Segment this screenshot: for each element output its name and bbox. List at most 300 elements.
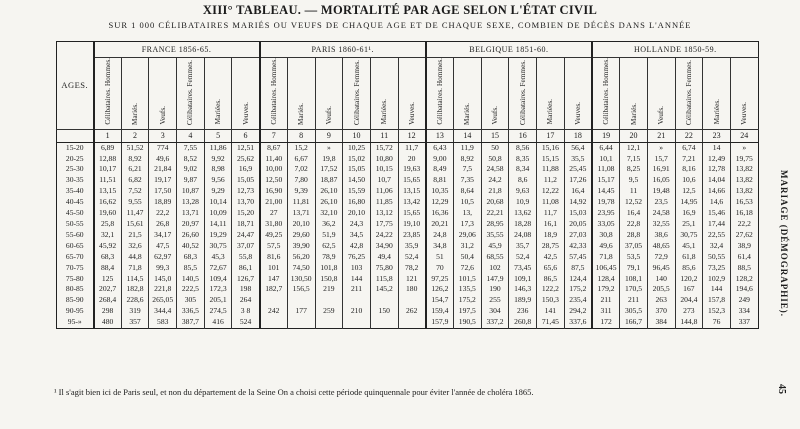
- table-row: [57, 208, 759, 219]
- table-cell: 15,16: [537, 142, 565, 153]
- column-header-label: Veuves.: [572, 101, 582, 125]
- table-cell: 524: [232, 317, 260, 328]
- table-cell: 228,6: [121, 295, 149, 306]
- table-cell: 13,82: [730, 186, 758, 197]
- table-cell: 37,05: [620, 241, 648, 252]
- age-range: 65-70: [65, 251, 84, 261]
- table-cell: 16,9: [675, 208, 703, 219]
- table-cell: 16,90: [260, 186, 288, 197]
- table-cell: 106,45: [592, 263, 620, 274]
- table-cell: 23,85: [398, 230, 426, 241]
- table-cell: 6,82: [121, 175, 149, 186]
- table-cell: 263: [647, 295, 675, 306]
- table-cell: 52,4: [509, 252, 537, 263]
- table-cell: 10,35: [426, 186, 454, 197]
- table-cell: 45,9: [481, 241, 509, 252]
- column-header-label: Mariées.: [379, 99, 389, 125]
- table-cell: 219: [315, 284, 343, 295]
- table-cell: 16,05: [647, 175, 675, 186]
- table-cell: 7,5: [453, 164, 481, 175]
- column-header-label: Célibataires. Hommes.: [601, 58, 611, 125]
- table-cell: 12,78: [703, 164, 731, 175]
- table-cell: 17,75: [370, 219, 398, 230]
- table-cell: 19,8: [315, 154, 343, 165]
- table-cell: 10,80: [370, 154, 398, 165]
- table-cell: 259: [315, 306, 343, 317]
- table-cell: 121: [398, 274, 426, 285]
- column-number: 3: [149, 129, 177, 142]
- table-row: [57, 295, 759, 306]
- column-number: 10: [343, 129, 371, 142]
- table-cell: 144: [343, 274, 371, 285]
- age-range: 45-50: [65, 208, 84, 218]
- table-cell: 17,44: [703, 219, 731, 230]
- table-cell: 167: [675, 284, 703, 295]
- table-row: [57, 284, 759, 295]
- table-cell: 101,5: [453, 274, 481, 285]
- table-cell: 8,16: [675, 164, 703, 175]
- table-cell: 305: [177, 295, 205, 306]
- table-cell: 33,05: [592, 219, 620, 230]
- table-cell: 76,25: [343, 252, 371, 263]
- age-range: 55-60: [65, 229, 84, 239]
- column-header-label: Mariées.: [711, 99, 721, 125]
- table-cell: 9,63: [509, 186, 537, 197]
- table-cell: 222,5: [177, 284, 205, 295]
- table-row: [57, 263, 759, 274]
- table-cell: 9,29: [204, 186, 232, 197]
- table-cell: 262: [398, 306, 426, 317]
- table-cell: 22,55: [703, 230, 731, 241]
- table-cell: [315, 295, 343, 306]
- table-cell: 9,56: [204, 175, 232, 186]
- table-cell: 18,71: [232, 219, 260, 230]
- table-cell: 32,6: [121, 241, 149, 252]
- table-cell: 337: [730, 317, 758, 328]
- column-header-label: Célibataires. Hommes.: [268, 58, 278, 125]
- table-cell: 14,92: [564, 197, 592, 208]
- table-cell: 56,20: [287, 252, 315, 263]
- table-cell: 144: [703, 284, 731, 295]
- table-cell: 198: [232, 284, 260, 295]
- table-cell: 16,18: [730, 208, 758, 219]
- table-cell: 25,62: [232, 154, 260, 165]
- column-header: [592, 58, 620, 130]
- table-cell: 14: [703, 142, 731, 153]
- table-cell: 20: [398, 154, 426, 165]
- column-header-label: Célibataires. Femmes.: [351, 59, 361, 125]
- table-cell: 11,86: [204, 142, 232, 153]
- column-header-label: Mariées.: [545, 99, 555, 125]
- column-header-label: Mariés.: [296, 102, 306, 125]
- table-cell: 180: [398, 284, 426, 295]
- table-cell: 211: [620, 295, 648, 306]
- age-range: 80-85: [65, 284, 84, 294]
- table-cell: 73,45: [509, 263, 537, 274]
- column-number: 4: [177, 129, 205, 142]
- column-header-label: Veufs.: [323, 106, 333, 125]
- table-cell: 32,4: [703, 241, 731, 252]
- table-cell: [260, 295, 288, 306]
- country-header-belgique: BELGIQUE 1851-60.: [426, 42, 592, 58]
- table-cell: 8,64: [453, 186, 481, 197]
- table-row: [57, 219, 759, 230]
- table-cell: 205,5: [647, 284, 675, 295]
- table-subtitle: SUR 1 000 CÉLIBATAIRES MARIÉS OU VEUFS DE CHAQUE AGE ET DE CHAQUE SEXE, COMBIEN DE DÉCÈS DANS L'ANNÉE: [108, 20, 692, 30]
- table-cell: 357: [121, 317, 149, 328]
- table-cell: 8,92: [453, 154, 481, 165]
- column-header: [509, 58, 537, 130]
- table-row: [57, 230, 759, 241]
- table-cell: 101: [260, 263, 288, 274]
- table-cell: 15,05: [343, 164, 371, 175]
- table-cell: 97,25: [426, 274, 454, 285]
- table-cell: 141: [537, 306, 565, 317]
- country-header-paris: PARIS 1860-61¹.: [260, 42, 426, 58]
- table-cell: 102: [481, 263, 509, 274]
- table-cell: 204,4: [675, 295, 703, 306]
- table-cell: 147,9: [481, 274, 509, 285]
- table-cell: [260, 317, 288, 328]
- table-cell: 14,50: [343, 175, 371, 186]
- table-cell: 20,21: [426, 219, 454, 230]
- table-cell: 20,97: [177, 219, 205, 230]
- column-number: 18: [564, 129, 592, 142]
- table-cell: 15,03: [564, 208, 592, 219]
- column-number: 16: [509, 129, 537, 142]
- table-row: [57, 252, 759, 263]
- table-cell: 154,7: [426, 295, 454, 306]
- table-cell: 10,25: [343, 142, 371, 153]
- table-cell: 71,8: [592, 252, 620, 263]
- table-cell: 53,5: [620, 252, 648, 263]
- table-cell: 140,5: [177, 274, 205, 285]
- table-cell: »: [315, 142, 343, 153]
- table-cell: 19,48: [647, 186, 675, 197]
- table-cell: 294,2: [564, 306, 592, 317]
- table-cell: 260,8: [509, 317, 537, 328]
- sidebar-running-head: MARIAGE (DÉMOGRAPHIE).: [779, 170, 789, 317]
- table-cell: 32,1: [94, 230, 122, 241]
- table-cell: 177: [287, 306, 315, 317]
- table-cell: 144,8: [675, 317, 703, 328]
- table-cell: 190: [481, 284, 509, 295]
- table-cell: 211: [592, 295, 620, 306]
- column-header-label: Mariées.: [213, 99, 223, 125]
- column-number: 24: [730, 129, 758, 142]
- age-range: 60-65: [65, 240, 84, 250]
- table-cell: 13,12: [370, 208, 398, 219]
- column-header: [730, 58, 758, 130]
- table-cell: 42,5: [537, 252, 565, 263]
- table-cell: 197,5: [453, 306, 481, 317]
- table-cell: 78,2: [398, 263, 426, 274]
- table-cell: 15,59: [343, 186, 371, 197]
- table-cell: 334: [730, 306, 758, 317]
- table-cell: 17,50: [149, 186, 177, 197]
- table-cell: 21,84: [149, 164, 177, 175]
- table-cell: 8,34: [509, 164, 537, 175]
- table-cell: 20,10: [287, 219, 315, 230]
- table-cell: 87,5: [564, 263, 592, 274]
- table-cell: 9,5: [620, 175, 648, 186]
- table-cell: 12,22: [537, 186, 565, 197]
- age-range: 20-25: [65, 153, 84, 163]
- table-cell: 50,8: [481, 154, 509, 165]
- table-cell: 12,73: [232, 186, 260, 197]
- table-cell: 24,47: [232, 230, 260, 241]
- table-cell: 25,8: [94, 219, 122, 230]
- table-cell: 126,2: [426, 284, 454, 295]
- table-cell: 9,02: [177, 164, 205, 175]
- column-header-label: Célibataires. Hommes.: [434, 58, 444, 125]
- column-number: 19: [592, 129, 620, 142]
- table-cell: 268,4: [94, 295, 122, 306]
- table-cell: 387,7: [177, 317, 205, 328]
- column-number: 6: [232, 129, 260, 142]
- table-cell: 57,5: [260, 241, 288, 252]
- column-header: [287, 58, 315, 130]
- table-cell: 3 8: [232, 306, 260, 317]
- table-cell: 221,8: [149, 284, 177, 295]
- table-cell: 8,92: [121, 154, 149, 165]
- table-cell: 99,3: [149, 263, 177, 274]
- mortality-table: [56, 41, 759, 329]
- column-number: 13: [426, 129, 454, 142]
- table-cell: 22,2: [730, 219, 758, 230]
- table-cell: 8,56: [509, 142, 537, 153]
- table-cell: 6,89: [94, 142, 122, 153]
- table-cell: 71,8: [121, 263, 149, 274]
- table-cell: 28,95: [481, 219, 509, 230]
- table-cell: 157,8: [703, 295, 731, 306]
- table-cell: 62,97: [149, 252, 177, 263]
- column-number: 7: [260, 129, 288, 142]
- table-cell: 56,4: [564, 142, 592, 153]
- age-range: 30-35: [65, 175, 84, 185]
- table-cell: 23,5: [647, 197, 675, 208]
- table-cell: 182,8: [121, 284, 149, 295]
- table-cell: 68,55: [481, 252, 509, 263]
- table-cell: 44,8: [121, 252, 149, 263]
- country-header-france: FRANCE 1856-65.: [94, 42, 260, 58]
- table-cell: 88,4: [94, 263, 122, 274]
- table-cell: 61,4: [730, 252, 758, 263]
- table-cell: 10,00: [260, 164, 288, 175]
- table-cell: 68,3: [94, 252, 122, 263]
- table-cell: 16,9: [232, 164, 260, 175]
- table-cell: 11,40: [260, 154, 288, 165]
- table-cell: 305,5: [620, 306, 648, 317]
- table-cell: 48,65: [647, 241, 675, 252]
- table-cell: 18,28: [509, 219, 537, 230]
- table-cell: 16,80: [343, 197, 371, 208]
- table-cell: 10,9: [509, 197, 537, 208]
- table-cell: 12,29: [426, 197, 454, 208]
- table-row: [57, 175, 759, 186]
- table-row: [57, 274, 759, 285]
- table-cell: 27,62: [730, 230, 758, 241]
- table-cell: [287, 295, 315, 306]
- table-row: [57, 241, 759, 252]
- table-cell: 128,2: [730, 274, 758, 285]
- table-cell: 211: [343, 284, 371, 295]
- table-cell: 774: [149, 142, 177, 153]
- table-cell: 147: [260, 274, 288, 285]
- table-cell: 24,58: [647, 208, 675, 219]
- table-cell: 30,75: [204, 241, 232, 252]
- column-number: 8: [287, 129, 315, 142]
- table-cell: 7,52: [121, 186, 149, 197]
- table-cell: 50: [481, 142, 509, 153]
- table-cell: 19,17: [149, 175, 177, 186]
- table-cell: 38,9: [730, 241, 758, 252]
- table-cell: 81,6: [260, 252, 288, 263]
- table-cell: 6,43: [426, 142, 454, 153]
- table-cell: 14,04: [703, 175, 731, 186]
- table-cell: 166,7: [620, 317, 648, 328]
- age-range: 75-80: [65, 273, 84, 283]
- table-cell: 26,10: [315, 197, 343, 208]
- table-cell: 344,4: [149, 306, 177, 317]
- table-cell: 115,8: [370, 274, 398, 285]
- table-row: [57, 306, 759, 317]
- table-cell: [343, 317, 371, 328]
- table-cell: 17,26: [564, 175, 592, 186]
- table-cell: 12,88: [94, 154, 122, 165]
- table-cell: 8,98: [204, 164, 232, 175]
- table-cell: 10,09: [204, 208, 232, 219]
- column-number: 17: [537, 129, 565, 142]
- table-cell: 273: [675, 306, 703, 317]
- table-cell: 7,21: [675, 154, 703, 165]
- table-cell: 78,9: [315, 252, 343, 263]
- table-cell: 15,72: [370, 142, 398, 153]
- table-cell: 12,50: [260, 175, 288, 186]
- table-cell: 10,14: [204, 197, 232, 208]
- page-number: 45: [776, 384, 787, 394]
- table-cell: 22,2: [149, 208, 177, 219]
- table-cell: 120,2: [675, 274, 703, 285]
- age-range: 15-20: [65, 142, 84, 152]
- table-cell: 35,7: [509, 241, 537, 252]
- column-header-label: Célibataires. Femmes.: [683, 59, 693, 125]
- table-cell: 235,4: [564, 295, 592, 306]
- column-header: [537, 58, 565, 130]
- table-cell: 157,9: [426, 317, 454, 328]
- table-cell: 311: [592, 306, 620, 317]
- age-range: 35-40: [65, 186, 84, 196]
- column-header-label: Mariés.: [462, 102, 472, 125]
- table-cell: 8,81: [426, 175, 454, 186]
- table-cell: 20,05: [564, 219, 592, 230]
- column-header: [177, 58, 205, 130]
- table-cell: 583: [149, 317, 177, 328]
- table-cell: 72,67: [204, 263, 232, 274]
- table-cell: 319: [121, 306, 149, 317]
- age-range: 85-90: [65, 295, 84, 305]
- table-cell: 182,7: [260, 284, 288, 295]
- table-cell: 19,60: [94, 208, 122, 219]
- table-cell: 24,22: [370, 230, 398, 241]
- table-cell: 13,15: [94, 186, 122, 197]
- table-cell: 108,1: [620, 274, 648, 285]
- table-cell: 15,20: [232, 208, 260, 219]
- table-cell: 17,3: [453, 219, 481, 230]
- table-cell: 7,55: [177, 142, 205, 153]
- table-cell: 16,36: [426, 208, 454, 219]
- table-cell: 9,39: [287, 186, 315, 197]
- table-cell: [370, 317, 398, 328]
- table-cell: 34,90: [370, 241, 398, 252]
- column-header-label: Veufs.: [157, 106, 167, 125]
- table-cell: 24,58: [481, 164, 509, 175]
- table-cell: 45,3: [204, 252, 232, 263]
- table-cell: 179,2: [592, 284, 620, 295]
- column-number: 5: [204, 129, 232, 142]
- column-header: [703, 58, 731, 130]
- table-cell: 274,5: [204, 306, 232, 317]
- table-cell: 15,7: [647, 154, 675, 165]
- table-cell: 49,6: [592, 241, 620, 252]
- table-cell: 146,3: [509, 284, 537, 295]
- table-cell: 109,1: [509, 274, 537, 285]
- table-cell: 13,62: [509, 208, 537, 219]
- table-cell: 210: [343, 306, 371, 317]
- table-cell: 10,15: [370, 164, 398, 175]
- column-header-label: Mariés.: [628, 102, 638, 125]
- table-cell: 24,08: [509, 230, 537, 241]
- table-cell: 19,63: [398, 164, 426, 175]
- table-cell: 86,1: [232, 263, 260, 274]
- column-header: [426, 58, 454, 130]
- table-row: [57, 317, 759, 328]
- table-cell: 14,45: [592, 186, 620, 197]
- table-cell: 130,50: [287, 274, 315, 285]
- table-cell: 159,4: [426, 306, 454, 317]
- table-cell: 16,4: [564, 186, 592, 197]
- table-cell: 11,7: [398, 142, 426, 153]
- table-cell: »: [730, 142, 758, 153]
- table-cell: 416: [204, 317, 232, 328]
- table-cell: 72,9: [647, 252, 675, 263]
- column-header: [453, 58, 481, 130]
- table-cell: 298: [94, 306, 122, 317]
- table-cell: 37,07: [232, 241, 260, 252]
- table-cell: 170,5: [620, 284, 648, 295]
- table-cell: 51: [426, 252, 454, 263]
- table-cell: 6,21: [121, 164, 149, 175]
- table-cell: 14,11: [204, 219, 232, 230]
- table-cell: 7,02: [287, 164, 315, 175]
- table-row: [57, 197, 759, 208]
- column-number: 11: [370, 129, 398, 142]
- table-cell: 14,6: [703, 197, 731, 208]
- table-cell: 6,74: [675, 142, 703, 153]
- table-cell: 16,1: [537, 219, 565, 230]
- table-cell: 12,52: [620, 197, 648, 208]
- table-row: [57, 142, 759, 153]
- column-header: [94, 58, 122, 130]
- table-cell: 145,0: [149, 274, 177, 285]
- column-header: [121, 58, 149, 130]
- column-header-label: Célibataires. Femmes.: [517, 59, 527, 125]
- table-cell: 55,8: [232, 252, 260, 263]
- table-cell: 122,2: [537, 284, 565, 295]
- table-cell: 16,62: [94, 197, 122, 208]
- table-cell: 96,45: [647, 263, 675, 274]
- table-cell: [398, 317, 426, 328]
